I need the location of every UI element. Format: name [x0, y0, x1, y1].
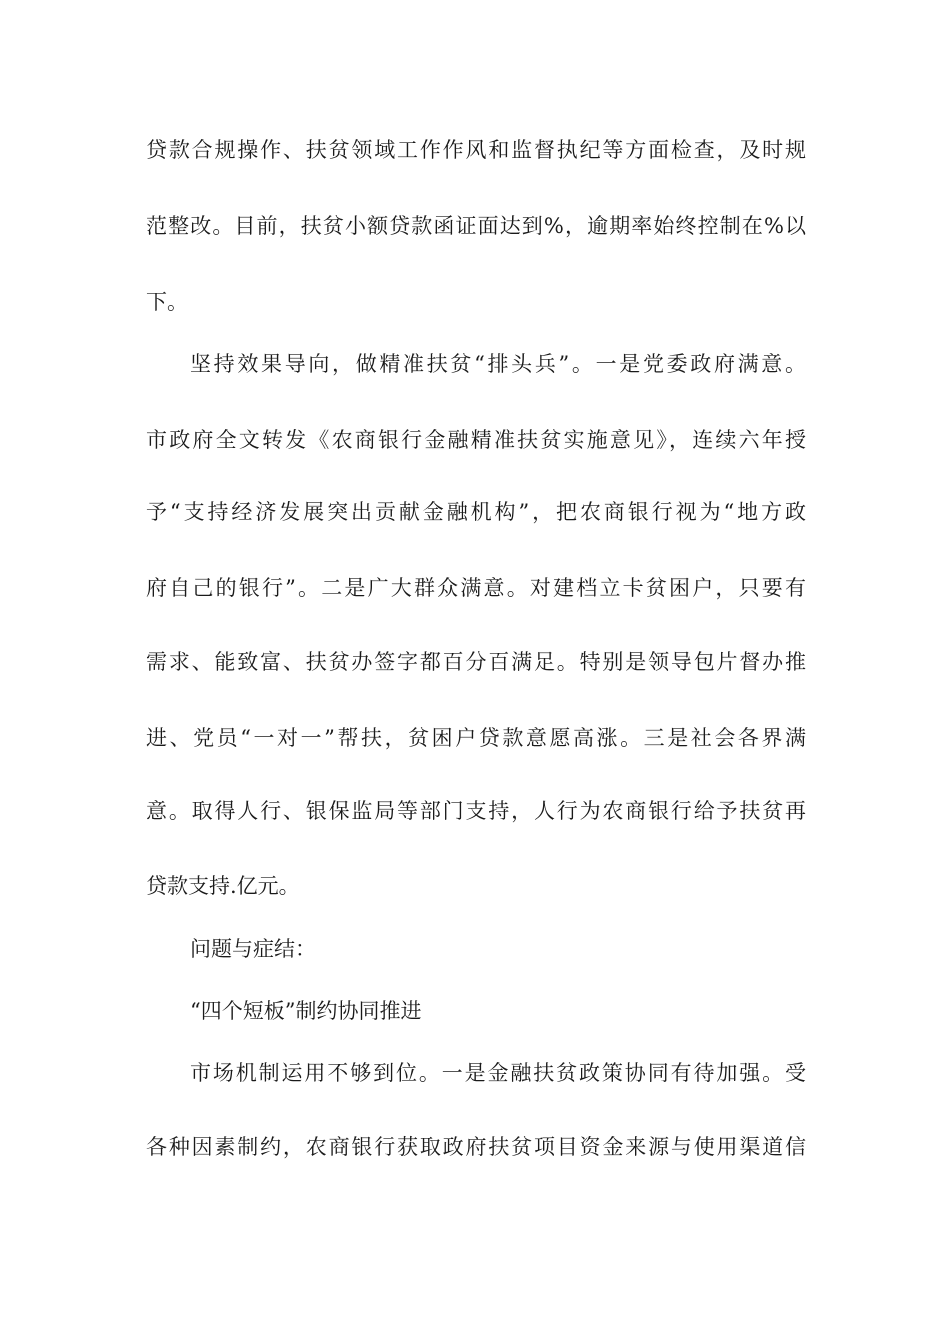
paragraph-2-line-5: 需求、能致富、扶贫办签字都百分百满足。特别是领导包片督办推	[146, 650, 806, 674]
paragraph-2-line-7: 意。取得人行、银保监局等部门支持，人行为农商银行给予扶贫再	[146, 799, 806, 823]
paragraph-2-line-6: 进、党员“一对一”帮扶，贫困户贷款意愿高涨。三是社会各界满	[146, 726, 806, 750]
paragraph-1-line-2: 范整改。目前，扶贫小额贷款函证面达到%，逾期率始终控制在%以	[146, 214, 806, 238]
section-heading-problems: 问题与症结：	[190, 937, 316, 961]
paragraph-2-line-1: 坚持效果导向，做精准扶贫“排头兵”。一是党委政府满意。	[190, 352, 806, 376]
paragraph-2-line-3: 予“支持经济发展突出贡献金融机构”，把农商银行视为“地方政	[146, 500, 806, 524]
paragraph-2-line-2: 市政府全文转发《农商银行金融精准扶贫实施意见》，连续六年授	[146, 428, 806, 452]
paragraph-3-line-2: 各种因素制约，农商银行获取政府扶贫项目资金来源与使用渠道信	[146, 1135, 806, 1159]
paragraph-1-line-1: 贷款合规操作、扶贫领域工作作风和监督执纪等方面检查，及时规	[146, 138, 806, 162]
paragraph-1-line-3: 下。	[146, 290, 188, 314]
paragraph-2-line-8: 贷款支持.亿元。	[146, 874, 300, 898]
section-heading-four-shortcomings: “四个短板”制约协同推进	[190, 999, 422, 1023]
paragraph-3-line-1: 市场机制运用不够到位。一是金融扶贫政策协同有待加强。受	[190, 1061, 806, 1085]
paragraph-2-line-4: 府自己的银行”。二是广大群众满意。对建档立卡贫困户，只要有	[146, 576, 806, 600]
